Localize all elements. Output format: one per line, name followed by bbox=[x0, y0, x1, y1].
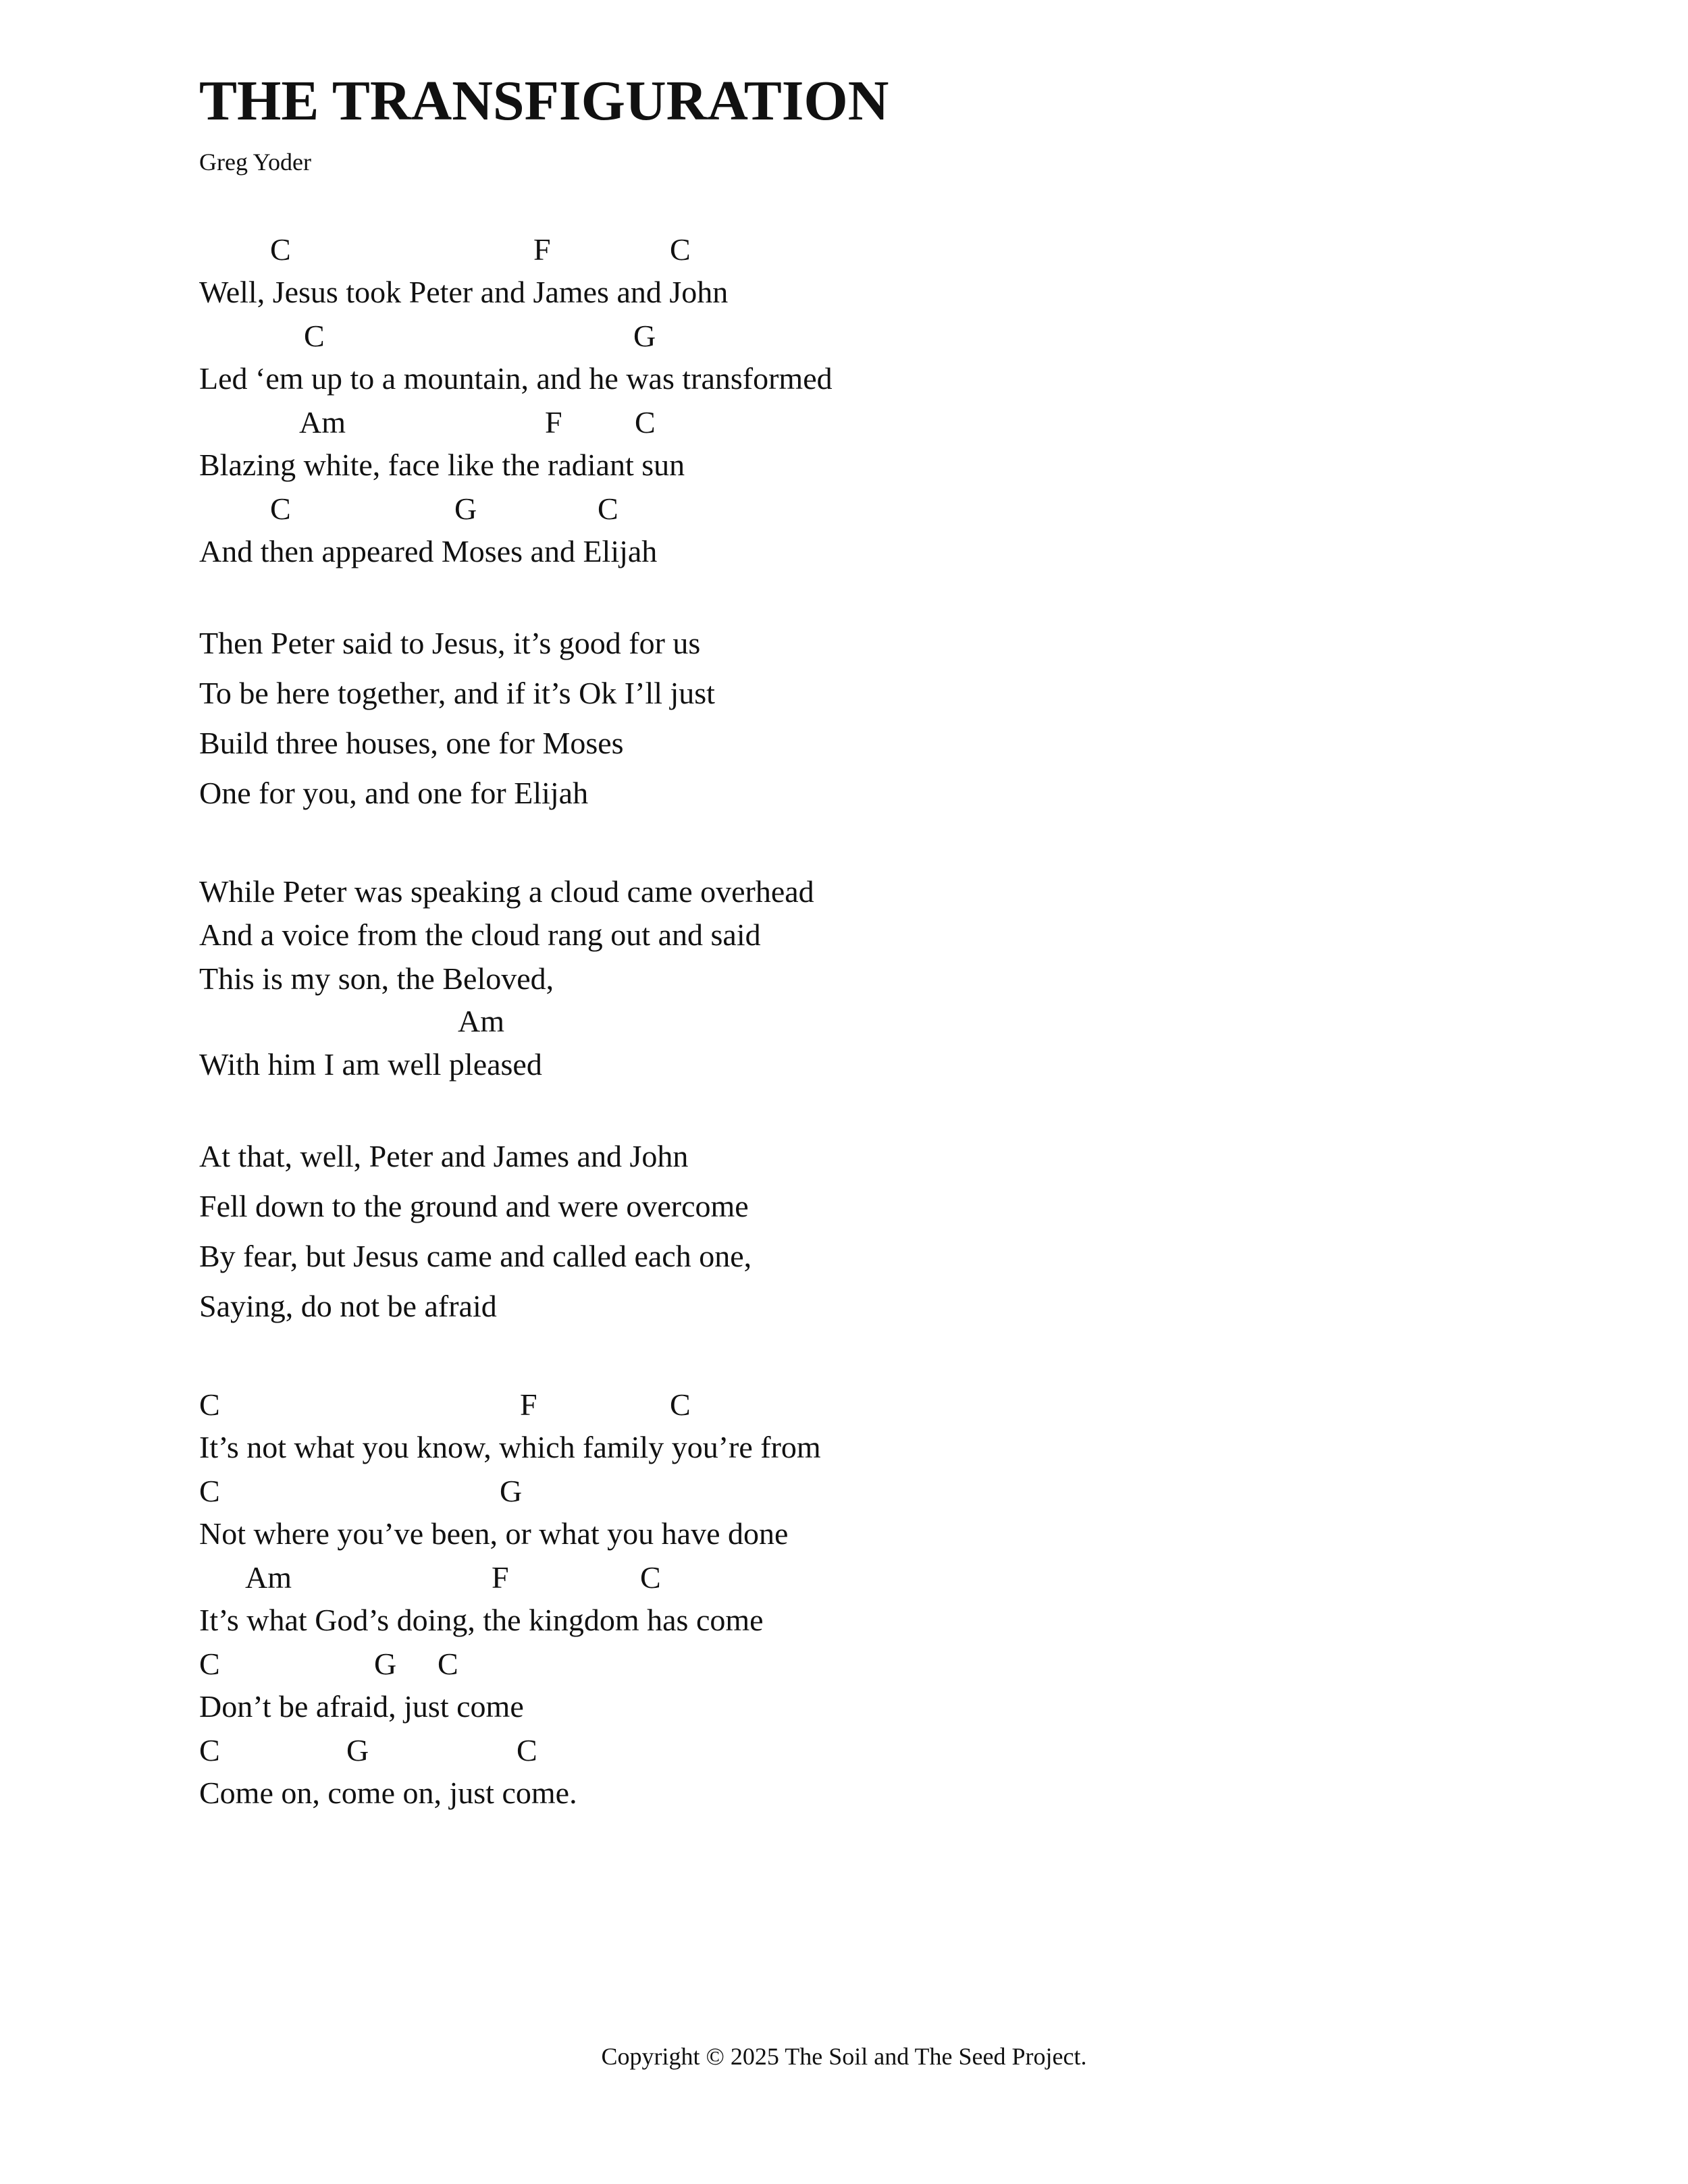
chord: C bbox=[670, 1387, 691, 1422]
lyric-line: Then Peter said to Jesus, it’s good for us bbox=[199, 626, 701, 660]
copyright-notice: Copyright © 2025 The Soil and The Seed Project. bbox=[601, 2043, 1087, 2070]
lyric-line: And then appeared Moses and Elijah bbox=[199, 534, 658, 568]
chord: F bbox=[533, 232, 551, 267]
chord: F bbox=[545, 405, 562, 440]
chord: C bbox=[517, 1733, 537, 1767]
chord: C bbox=[199, 1647, 220, 1681]
chord: C bbox=[270, 491, 291, 526]
lyric-line: At that, well, Peter and James and John bbox=[199, 1139, 689, 1173]
chord: G bbox=[374, 1647, 397, 1681]
chord: Am bbox=[299, 405, 346, 440]
chord: Am bbox=[245, 1560, 292, 1595]
lyric-line: Led ‘em up to a mountain, and he was transformed bbox=[199, 361, 833, 396]
chord: C bbox=[199, 1474, 220, 1508]
chord: G bbox=[454, 491, 477, 526]
chord: C bbox=[640, 1560, 661, 1595]
chord: G bbox=[500, 1474, 523, 1508]
lyric-line: Come on, come on, just come. bbox=[199, 1776, 577, 1810]
chord: G bbox=[346, 1733, 369, 1767]
lyric-line: Build three houses, one for Moses bbox=[199, 726, 624, 760]
lyric-line: Don’t be afraid, just come bbox=[199, 1689, 524, 1724]
lyric-line: This is my son, the Beloved, bbox=[199, 961, 554, 996]
lyric-line: Saying, do not be afraid bbox=[199, 1289, 497, 1323]
chord: C bbox=[199, 1387, 220, 1422]
lyric-line: By fear, but Jesus came and called each one, bbox=[199, 1239, 752, 1273]
chord: C bbox=[199, 1733, 220, 1767]
chord: C bbox=[270, 232, 291, 267]
lyric-line: While Peter was speaking a cloud came overhead bbox=[199, 874, 814, 909]
lyric-line: One for you, and one for Elijah bbox=[199, 776, 589, 810]
lyric-line: Well, Jesus took Peter and James and John bbox=[199, 275, 729, 309]
chord: Am bbox=[458, 1004, 504, 1038]
lyric-line: Fell down to the ground and were overcome bbox=[199, 1189, 749, 1223]
lyric-line: Blazing white, face like the radiant sun bbox=[199, 448, 685, 482]
lyric-line: Not where you’ve been, or what you have done bbox=[199, 1516, 789, 1551]
chord: C bbox=[438, 1647, 458, 1681]
lyric-line: To be here together, and if it’s Ok I’ll just bbox=[199, 676, 715, 710]
lyric-line: With him I am well pleased bbox=[199, 1047, 542, 1082]
song-author: Greg Yoder bbox=[199, 149, 311, 176]
chord: C bbox=[670, 232, 691, 267]
chord: C bbox=[304, 319, 325, 353]
chord: F bbox=[520, 1387, 537, 1422]
chord: F bbox=[492, 1560, 509, 1595]
lyric-line: It’s not what you know, which family you’re from bbox=[199, 1430, 821, 1464]
lyric-line: And a voice from the cloud rang out and said bbox=[199, 917, 761, 952]
lyric-line: It’s what God’s doing, the kingdom has come bbox=[199, 1603, 764, 1637]
chord: G bbox=[633, 319, 656, 353]
chord: C bbox=[598, 491, 618, 526]
song-title: THE TRANSFIGURATION bbox=[199, 70, 889, 132]
chord: C bbox=[635, 405, 656, 440]
